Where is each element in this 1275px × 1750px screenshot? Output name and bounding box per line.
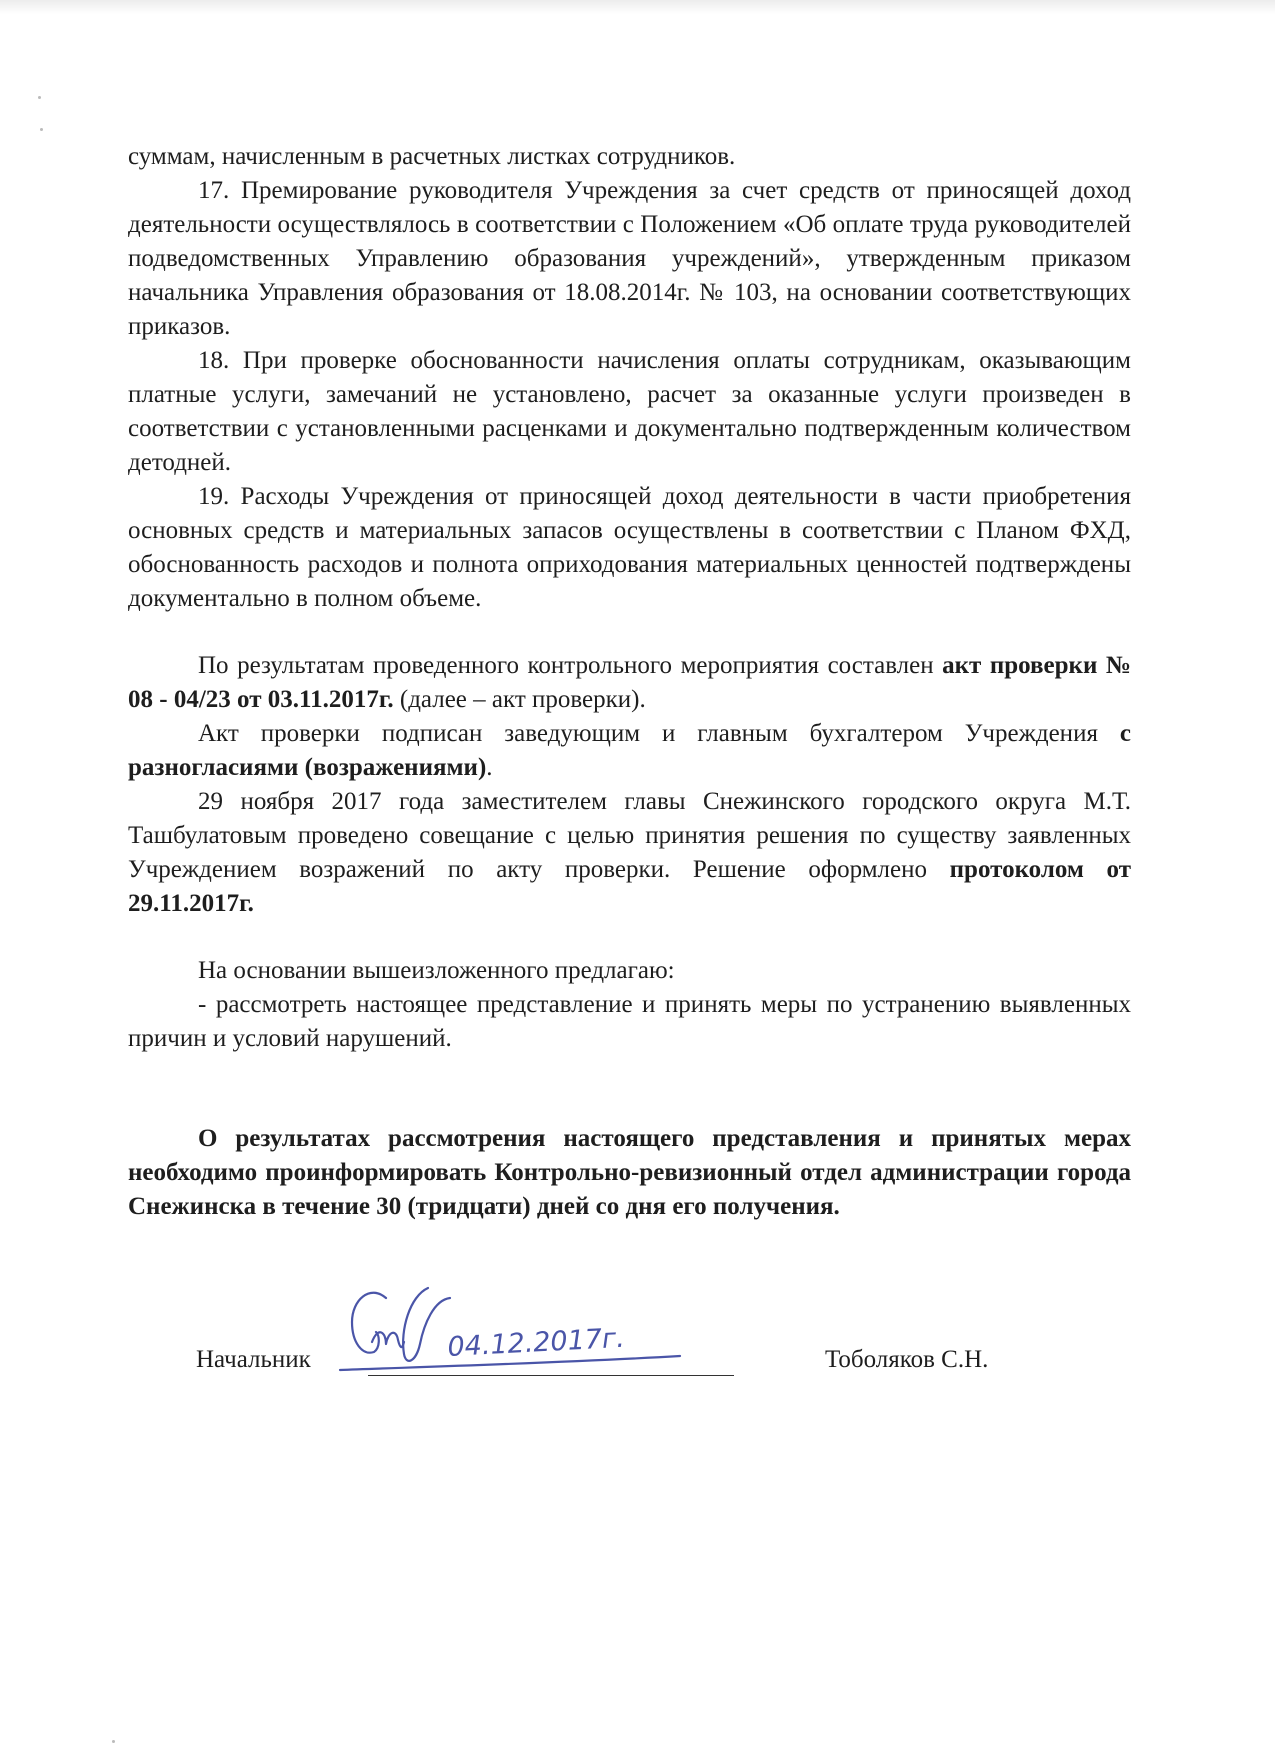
- paragraph-inspection-act: [128, 649, 1131, 717]
- scan-speck: [112, 1740, 115, 1743]
- document-body: [128, 140, 1131, 1224]
- paragraph-16-tail: суммам, начисленным в расчетных листках сотрудников.: [128, 143, 736, 170]
- scan-speck: [38, 96, 41, 99]
- spacer: [128, 1056, 1131, 1122]
- paragraph-19: 19. Расходы Учреждения от приносящей доход деятельности в части приобретения основных средств и материальных запасов осуществлены в соответствии с Планом ФХД, обоснованность расходов и полнота оприходования материальных ценностей подтверждены документально в полном объеме.: [128, 483, 1131, 612]
- spacer: [128, 616, 1131, 649]
- handwritten-date: 04.12.2017г.: [446, 1322, 626, 1363]
- inspection-act-number: акт проверки № 08 - 04/23 от 03.11.2017г.: [128, 652, 1131, 713]
- inspection-act-text: По результатам проведенного контрольного мероприятия составлен: [198, 652, 943, 679]
- inspection-act-note: (далее – акт проверки).: [393, 686, 646, 713]
- signature-line: [368, 1375, 734, 1376]
- meeting-text: 29 ноября 2017 года заместителем главы Снежинского городского округа М.Т. Ташбулатовым проведено совещание с целью принятия решения по существу заявленных Учреждением возражений по акту проверки. Решение оформлено: [128, 788, 1131, 883]
- signature-row: [128, 1326, 1131, 1386]
- scan-top-edge: [0, 0, 1275, 14]
- proposal-item: - рассмотреть настоящее представление и принять меры по устранению выявленных причин и условий нарушений.: [128, 991, 1131, 1052]
- meeting-protocol: протоколом от 29.11.2017г.: [128, 856, 1131, 917]
- paragraph-17: 17. Премирование руководителя Учреждения за счет средств от приносящей доход деятельности осуществлялось в соответствии с Положением «Об оплате труда руководителей подведомственных Управлению образования учреждений», утвержденным приказом начальника Управления образования от 18.08.2014г. № 103, на основании соответствующих приказов.: [128, 177, 1131, 340]
- paragraph-act-signed: [128, 717, 1131, 785]
- signer-name: Тоболяков С.Н.: [825, 1346, 989, 1373]
- paragraph-meeting: [128, 785, 1131, 921]
- paragraph-18: 18. При проверке обоснованности начисления оплаты сотрудникам, оказывающим платные услуги, замечаний не установлено, расчет за оказанные услуги произведен в соответствии с установленными расценками и документально подтвержденным количеством детодней.: [128, 347, 1131, 476]
- proposal-intro: На основании вышеизложенного предлагаю:: [198, 957, 675, 984]
- act-signed-disagreements: с разногласиями (возражениями): [128, 720, 1131, 781]
- final-notice: О результатах рассмотрения настоящего представления и принятых мерах необходимо проинформировать Контрольно-ревизионный отдел администрации города Снежинска в течение 30 (тридцати) дней со дня его получения.: [128, 1125, 1131, 1220]
- spacer: [128, 921, 1131, 954]
- act-signed-text: Акт проверки подписан заведующим и главным бухгалтером Учреждения: [198, 720, 1120, 747]
- scan-speck: [40, 128, 43, 131]
- act-signed-end: .: [486, 754, 493, 781]
- signer-position: Начальник: [196, 1346, 311, 1373]
